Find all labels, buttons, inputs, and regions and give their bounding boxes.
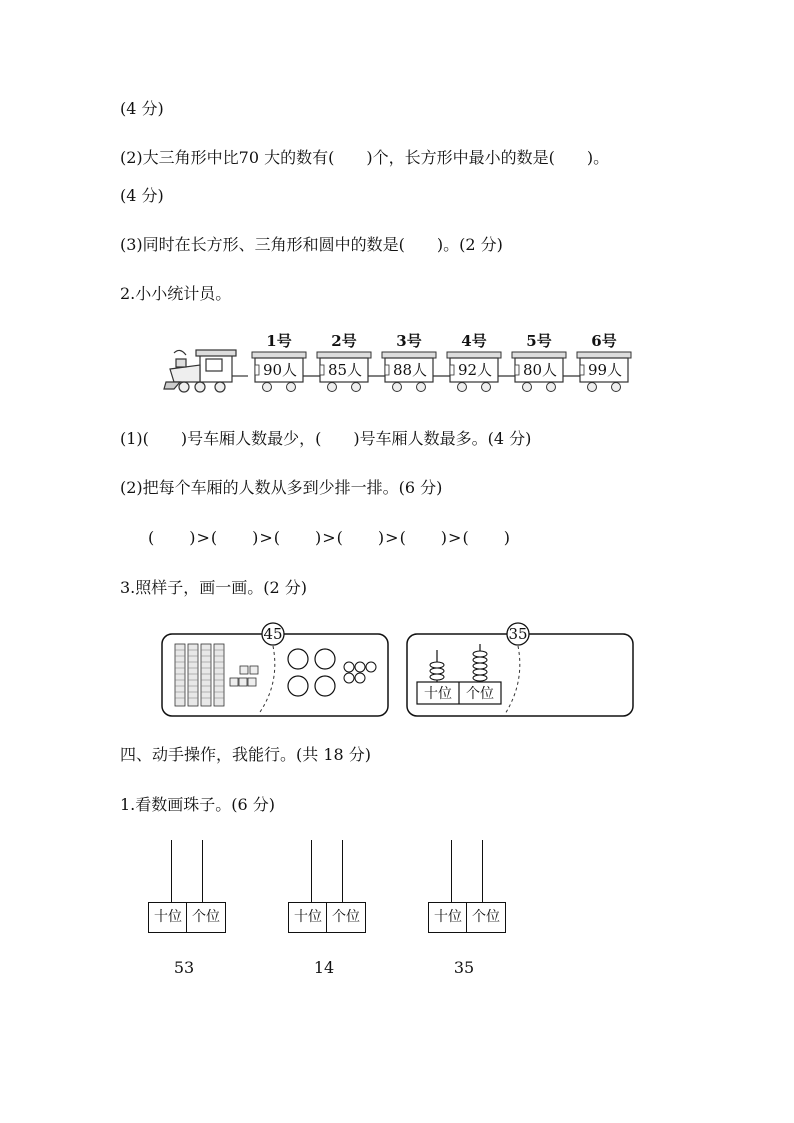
car-number-label: 5号	[526, 332, 552, 350]
score-text: (4 分)	[120, 186, 164, 205]
car-number-label: 3号	[396, 332, 422, 350]
car-number-label: 6号	[591, 332, 617, 350]
abacus-number: 14	[313, 958, 335, 977]
question-1-3: (3)同时在长方形、三角形和圆中的数是( )。(2 分)	[120, 235, 503, 254]
car-passenger-count: 99人	[587, 361, 623, 379]
example-number-45: 45	[263, 625, 283, 643]
question-4-1-title: 1.看数画珠子。(6 分)	[120, 795, 276, 814]
car-number-label: 1号	[266, 332, 292, 350]
question-3-title: 3.照样子，画一画。(2 分)	[120, 578, 308, 597]
car-passenger-count: 85人	[327, 361, 363, 379]
question-2-title: 2.小小统计员。	[120, 284, 232, 303]
order-blanks: ( )>( )>( )>( )>( )>( )	[148, 528, 511, 547]
abacus-number: 53	[173, 958, 195, 977]
tens-label: 十位	[294, 909, 322, 925]
ones-label: 个位	[192, 909, 220, 925]
ones-label: 个位	[466, 686, 494, 702]
tens-rod[interactable]	[171, 840, 172, 902]
question-2-1: (1)( )号车厢人数最少，( )号车厢人数最多。(4 分)	[120, 429, 532, 448]
car-number-label: 2号	[331, 332, 357, 350]
tens-label: 十位	[154, 909, 182, 925]
car-number-label: 4号	[461, 332, 487, 350]
locomotive-icon	[164, 350, 248, 392]
car-passenger-count: 88人	[392, 361, 428, 379]
abacus-number: 35	[453, 958, 475, 977]
car-passenger-count: 92人	[457, 361, 493, 379]
tens-rod[interactable]	[311, 840, 312, 902]
car-passenger-count: 80人	[522, 361, 558, 379]
ones-rod[interactable]	[202, 840, 203, 902]
abacus-bead-icon	[473, 651, 487, 681]
ones-label: 个位	[332, 909, 360, 925]
section-4-title: 四、动手操作，我能行。(共 18 分)	[120, 745, 372, 764]
ones-rod[interactable]	[342, 840, 343, 902]
abacus-bead-icon	[430, 662, 444, 680]
tens-label: 十位	[424, 686, 452, 702]
ones-label: 个位	[472, 909, 500, 925]
question-1-2: (2)大三角形中比70 大的数有( )个，长方形中最小的数是( )。	[120, 148, 610, 167]
ones-rod[interactable]	[482, 840, 483, 902]
example-number-35: 35	[508, 625, 528, 643]
car-passenger-count: 90人	[262, 361, 298, 379]
tens-label: 十位	[434, 909, 462, 925]
tens-rod[interactable]	[451, 840, 452, 902]
score-text: (4 分)	[120, 99, 164, 118]
question-2-2: (2)把每个车厢的人数从多到少排一排。(6 分)	[120, 478, 443, 497]
